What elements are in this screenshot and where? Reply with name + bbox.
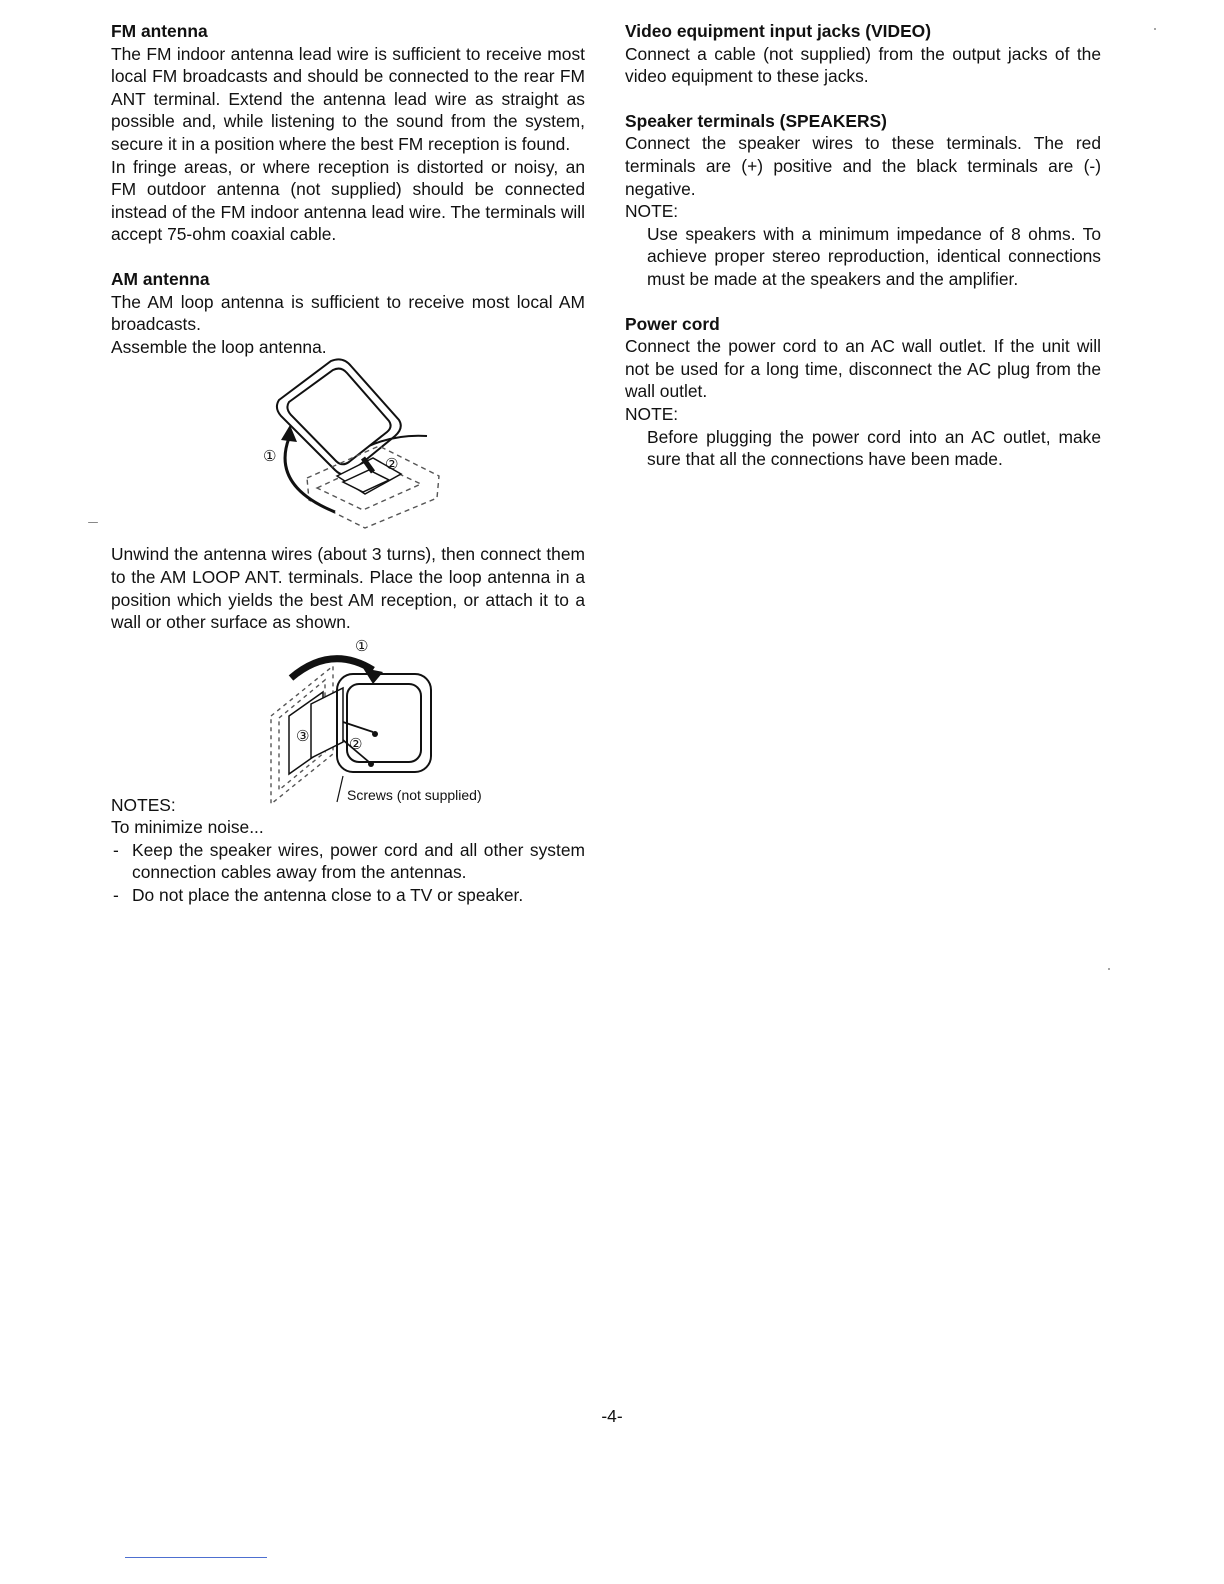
figure1-callout-2: ② <box>385 456 399 474</box>
page-number: -4- <box>601 1406 623 1426</box>
am-antenna-paragraph-3: Unwind the antenna wires (about 3 turns), then connect them to the AM LOOP ANT. terminals. Place the loop antenna in a position which yields the best AM reception, or attach it to a wall or other surface as shown. <box>111 544 585 633</box>
figure2-callout-3: ③ <box>296 727 310 745</box>
scan-speck <box>1108 968 1110 970</box>
video-jacks-paragraph: Connect a cable (not supplied) from the output jacks of the video equipment to these jacks. <box>625 43 1101 87</box>
loop-antenna-wall-mount-figure <box>111 634 585 816</box>
power-cord-heading: Power cord <box>625 313 720 334</box>
am-antenna-paragraph-1: The AM loop antenna is sufficient to receive most local AM broadcasts. <box>111 291 585 335</box>
left-column <box>111 20 585 907</box>
power-note-text: Before plugging the power cord into an AC outlet, make sure that all the connections have been made. <box>647 426 1101 470</box>
video-jacks-heading: Video equipment input jacks (VIDEO) <box>625 21 931 41</box>
speaker-note-text: Use speakers with a minimum impedance of 8 ohms. To achieve proper stereo reproduction, identical connections must be made at the speakers and the amplifier. <box>647 223 1101 289</box>
notes-list <box>111 839 585 907</box>
notes-intro: To minimize noise... <box>111 817 264 838</box>
power-cord-paragraph: Connect the power cord to an AC wall outlet. If the unit will not be used for a long time, disconnect the AC plug from the wall outlet. <box>625 336 1101 402</box>
figure1-callout-1: ① <box>263 448 277 466</box>
power-note-label: NOTE: <box>625 403 679 424</box>
scan-speck <box>88 522 98 523</box>
screws-not-supplied-label: Screws (not supplied) <box>347 786 482 803</box>
fm-antenna-heading: FM antenna <box>111 21 208 41</box>
speaker-terminals-paragraph: Connect the speaker wires to these terminals. The red terminals are (+) positive and the black terminals are (-) negative. <box>625 133 1101 199</box>
loop-antenna-assembly-figure <box>111 358 585 543</box>
speaker-note-label: NOTE: <box>625 201 679 222</box>
am-antenna-paragraph-2: Assemble the loop antenna. <box>111 336 327 357</box>
right-column <box>625 20 1101 471</box>
footer-rule <box>125 1557 267 1558</box>
am-antenna-heading: AM antenna <box>111 268 210 289</box>
fm-antenna-paragraph-2: In fringe areas, or where reception is distorted or noisy, an FM outdoor antenna (not supplied) should be connected instead of the FM indoor antenna lead wire. The terminals will accept 75-ohm coaxial cable. <box>111 156 585 245</box>
notes-list-item: - Do not place the antenna close to a TV or speaker. <box>111 884 585 907</box>
fm-antenna-paragraph-1: The FM indoor antenna lead wire is sufficient to receive most local FM broadcasts and should be connected to the rear FM ANT terminal. Extend the antenna lead wire as straight as possible and, while listening to the sound from the system, secure it in a position where the best FM reception is found. <box>111 43 585 154</box>
scan-speck <box>1154 28 1156 30</box>
notes-heading: NOTES: <box>111 794 176 815</box>
notes-list-item: - Keep the speaker wires, power cord and all other system connection cables away from the antennas. <box>111 839 585 884</box>
figure2-callout-1: ① <box>355 637 369 655</box>
figure2-callout-2: ② <box>349 735 363 753</box>
speaker-terminals-heading: Speaker terminals (SPEAKERS) <box>625 110 887 131</box>
